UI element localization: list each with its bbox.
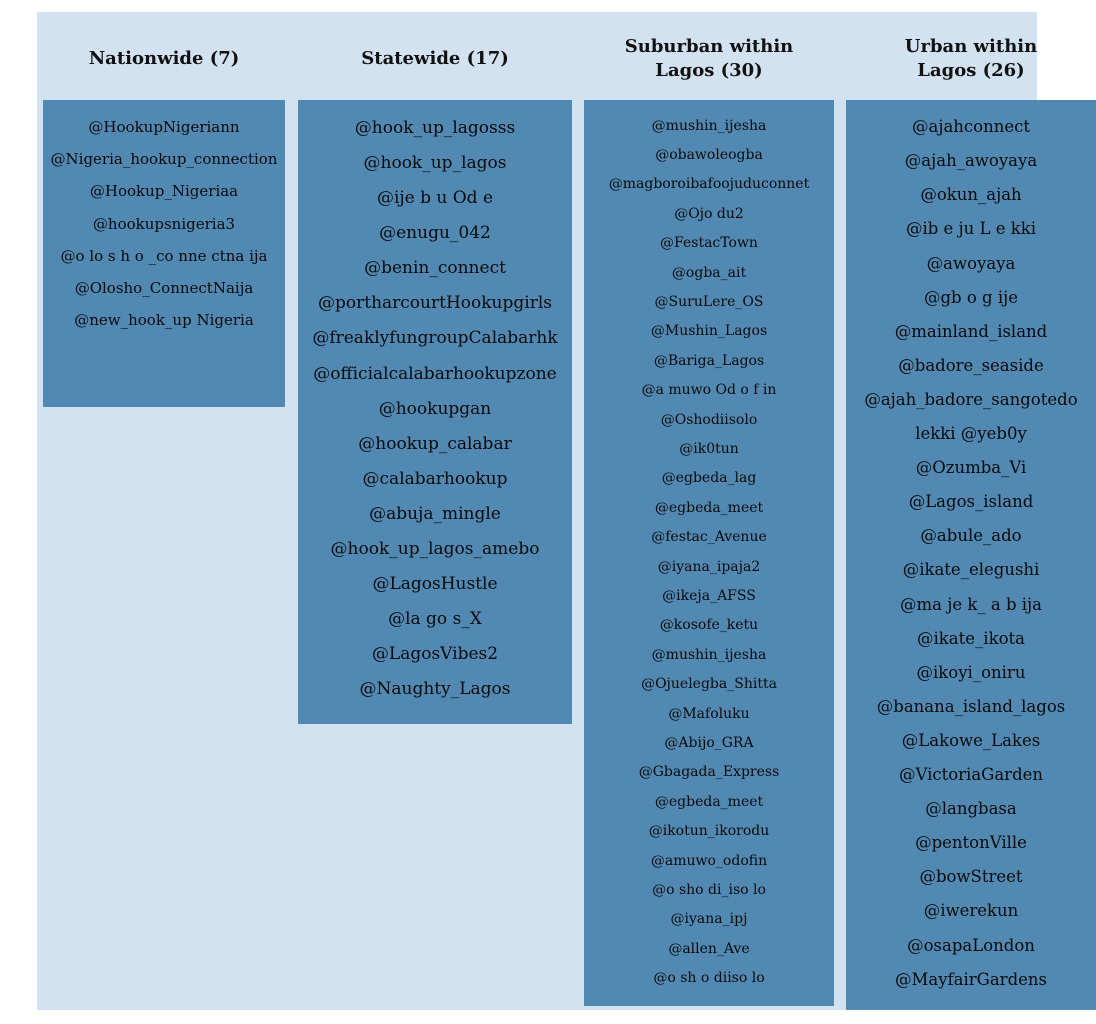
account-handle: @Lakowe_Lakes <box>901 730 1041 750</box>
account-handle: @langbasa <box>925 799 1017 819</box>
account-handle: @VictoriaGarden <box>898 765 1044 784</box>
account-handle: @ik0tun <box>679 441 739 457</box>
account-handle: @Mushin_Lagos <box>650 323 768 340</box>
account-handle: @abuja_mingle <box>369 503 501 524</box>
account-handle: @festac_Avenue <box>651 529 767 546</box>
account-handle: @badore_seaside <box>898 355 1044 375</box>
account-handle: @okun_ajah <box>920 185 1022 205</box>
account-handle: @o sh o diiso lo <box>653 970 765 987</box>
account-handle: @Bariga_Lagos <box>653 352 765 369</box>
account-handle: @osapaLondon <box>907 935 1035 955</box>
account-handle: @freaklyfungroupCalabarhk <box>312 328 558 349</box>
column-header-urban: Urban within Lagos (26) <box>904 36 1038 81</box>
account-handle: @mushin_ijesha <box>651 646 767 663</box>
account-handle: @hook_up_lagosss <box>354 117 516 138</box>
account-handle: @gb o g ije <box>923 287 1018 307</box>
account-handle: @ikotun_ikorodu <box>648 823 770 840</box>
account-handle: @calabarhookup <box>362 468 508 489</box>
account-handle: @obawoleogba <box>655 147 763 163</box>
account-handle: @MayfairGardens <box>895 969 1047 989</box>
account-handle: @hookup_calabar <box>358 433 512 454</box>
account-handle: @SuruLere_OS <box>654 294 764 310</box>
account-handle: @FestacTown <box>660 235 758 252</box>
account-handle: @ikoyi_oniru <box>916 662 1026 682</box>
account-handle: @hook_up_lagos_amebo <box>330 539 540 559</box>
account-handle: @officialcalabarhookupzone <box>313 363 557 384</box>
account-handle: @egbeda_meet <box>654 793 764 810</box>
account-handle: @ajah_awoyaya <box>904 151 1038 171</box>
account-handle: @la go s_X <box>388 609 482 630</box>
column-header-nationwide: Nationwide (7) <box>88 48 240 69</box>
account-handle: @ikeja_AFSS <box>662 588 756 604</box>
column-header-suburban: Suburban within Lagos (30) <box>624 36 794 81</box>
account-handle: @Naughty_Lagos <box>359 679 511 700</box>
account-handle: @egbeda_meet <box>654 499 764 516</box>
account-handle: @benin_connect <box>364 258 506 279</box>
account-handle: @hookupsnigeria3 <box>92 214 236 233</box>
account-handle: @mainland_island <box>894 321 1048 341</box>
account-handle: @ajahconnect <box>912 117 1030 137</box>
account-handle: @LagosHustle <box>372 574 498 595</box>
account-handle: @mushin_ijesha <box>651 117 767 134</box>
account-handle: @ikate_elegushi <box>902 560 1040 580</box>
account-handle: lekki @yeb0y <box>915 424 1027 443</box>
account-handle: @kosofe_ketu <box>659 617 759 634</box>
account-handle: @Ozumba_Vi <box>915 458 1027 478</box>
account-handle: @o lo s h o _co nne ctna ija <box>60 246 268 265</box>
account-handle: @ije b u Od e <box>376 188 494 208</box>
account-handle: @allen_Ave <box>668 940 750 957</box>
account-handle: @o sho di_iso lo <box>652 882 766 898</box>
account-handle: @iyana_ipj <box>670 911 748 928</box>
account-handle: @new_hook_up Nigeria <box>74 311 254 330</box>
account-handle: @Nigeria_hookup_connection <box>50 150 278 169</box>
account-handle: @portharcourtHookupgirls <box>318 293 552 314</box>
account-handle: @ajah_badore_sangotedo <box>864 389 1078 409</box>
account-handle: @Lagos_island <box>908 492 1034 512</box>
account-handle: @Oshodiisolo <box>660 411 758 428</box>
account-handle: @LagosVibes2 <box>371 644 499 665</box>
account-handle: @HookupNigeriann <box>88 118 240 136</box>
column-box-nationwide <box>43 100 285 407</box>
account-handle: @abule_ado <box>920 526 1022 546</box>
column-box-statewide <box>298 100 572 724</box>
account-handle: @Hookup_Nigeriaa <box>89 182 239 201</box>
account-handle: @Ojo du2 <box>674 205 744 222</box>
account-handle: @ib e ju L e kki <box>905 219 1037 239</box>
account-handle: @Mafoluku <box>668 705 750 722</box>
account-handle: @iyana_ipaja2 <box>657 558 761 575</box>
account-handle: @hookupgan <box>378 398 492 419</box>
column-box-suburban <box>584 100 834 1006</box>
account-handle: @banana_island_lagos <box>876 696 1066 716</box>
account-handle: @enugu_042 <box>379 223 491 244</box>
account-handle: @ma je k_ a b ija <box>900 594 1042 614</box>
account-handle: @Ojuelegba_Shitta <box>641 676 777 693</box>
account-handle: @iwerekun <box>923 901 1019 921</box>
account-handle: @Olosho_ConnectNaija <box>74 279 254 297</box>
account-handle: @pentonVille <box>915 833 1027 853</box>
account-handle: @bowStreet <box>919 867 1023 887</box>
account-handle: @a muwo Od o f in <box>641 382 777 399</box>
account-handle: @magboroibafoojuduconnet <box>608 176 810 193</box>
account-handle: @ogba_ait <box>671 264 747 281</box>
column-box-urban <box>846 100 1096 1010</box>
account-handle: @Abijo_GRA <box>664 735 754 751</box>
account-handle: @amuwo_odofin <box>650 852 768 869</box>
account-handle: @Gbagada_Express <box>638 764 780 781</box>
account-handle: @hook_up_lagos <box>363 152 507 173</box>
account-handle: @awoyaya <box>926 253 1016 273</box>
account-handle: @ikate_ikota <box>917 628 1025 648</box>
column-header-statewide: Statewide (17) <box>361 48 509 69</box>
account-handle: @egbeda_lag <box>661 470 757 487</box>
